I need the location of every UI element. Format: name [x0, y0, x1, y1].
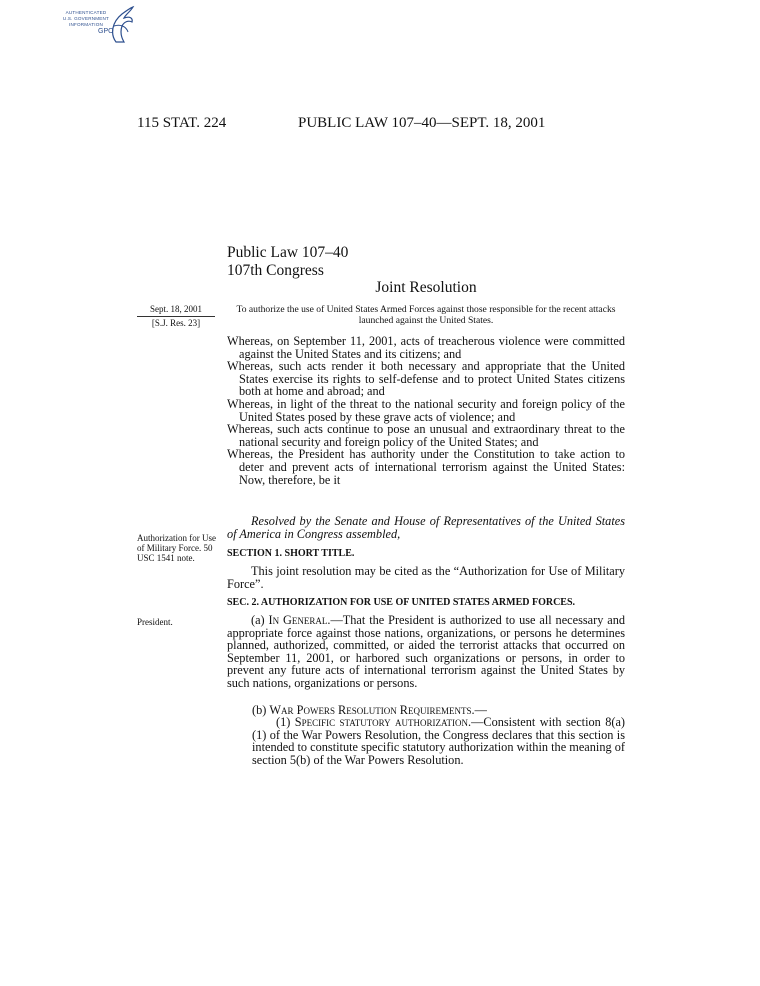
document-type: Joint Resolution — [375, 279, 477, 296]
subsection-b-label: (b) — [252, 703, 270, 717]
subsection-b-dash: .— — [471, 703, 487, 717]
whereas-clause: Whereas, such acts render it both necessary and appropriate that the United States exercise its rights to self-defense and to protect United States citizens both at home and abroad; and — [227, 359, 625, 399]
resolution-purpose: To authorize the use of United States Armed Forces against those responsible for the recent attacks launched against the United States. — [236, 304, 616, 326]
gpo-authentication-seal — [56, 4, 136, 46]
stat-citation: 115 STAT. 224 — [137, 115, 227, 131]
paragraph-1-heading: Specific statutory authorization — [294, 715, 469, 729]
resolving-clause: Resolved by the Senate and House of Representatives of the United States of America in Congress assembled, — [227, 514, 625, 541]
subsection-a-text: .—That the President is authorized to use all necessary and appropriate force against those nations, organizations, or persons he determines planned, authorized, committed, or aided the terrorist attacks that occurred on September 11, 2001, or harbored such organizations or persons, in order to prevent any future acts of international terrorism against the United States by such nations, organizations or persons. — [227, 613, 625, 690]
eagle-icon — [106, 4, 136, 44]
seal-text-line3: INFORMATION — [68, 22, 103, 27]
whereas-clause: Whereas, such acts continue to pose an unusual and extraordinary threat to the national security and foreign policy of the United States; and — [227, 422, 625, 449]
margin-authorization-note: Authorization for Use of Military Force. 50 USC 1541 note. — [137, 533, 216, 563]
section-2a-paragraph — [227, 614, 625, 690]
whereas-clause: Whereas, on September 11, 2001, acts of treacherous violence were committed against the United States and its citizens; and — [227, 334, 625, 361]
section-2b1-paragraph — [252, 716, 625, 766]
subsection-a-heading: In General — [268, 613, 328, 627]
whereas-clause: Whereas, in light of the threat to the national security and foreign policy of the United States posed by these grave acts of violence; and — [227, 396, 625, 424]
margin-sj-res: [S.J. Res. 23] — [151, 318, 201, 328]
seal-agency: GPO — [98, 28, 114, 35]
subsection-a-label: (a) — [251, 613, 269, 627]
margin-president-note: President. — [137, 617, 173, 627]
margin-date: Sept. 18, 2001 — [137, 304, 215, 317]
whereas-clause: Whereas, the President has authority under the Constitution to take action to deter and prevent acts of international terrorism against the United States: Now, therefore, be it — [227, 447, 625, 487]
public-law-number: Public Law 107–40 — [227, 244, 349, 261]
seal-text-line2: U.S. GOVERNMENT — [62, 16, 110, 21]
section-2-heading: SEC. 2. AUTHORIZATION FOR USE OF UNITED STATES ARMED FORCES. — [227, 597, 576, 608]
paragraph-1-text: .—Consistent with section 8(a)(1) of the War Powers Resolution, the Congress declares that this section is intended to constitute specific statutory authorization within the meaning of section 5(b) of the War Powers Resolution. — [252, 715, 626, 767]
whereas-clauses — [227, 335, 625, 486]
section-1-text: This joint resolution may be cited as the “Authorization for Use of Military Force”. — [227, 564, 625, 591]
seal-text-line1: AUTHENTICATED — [65, 10, 107, 15]
section-1-heading: SECTION 1. SHORT TITLE. — [227, 548, 355, 559]
paragraph-1-label: (1) — [276, 715, 295, 729]
running-title: PUBLIC LAW 107–40—SEPT. 18, 2001 — [298, 115, 546, 131]
subsection-b-title: War Powers Resolution Requirements — [269, 703, 472, 717]
congress-number: 107th Congress — [227, 262, 324, 279]
